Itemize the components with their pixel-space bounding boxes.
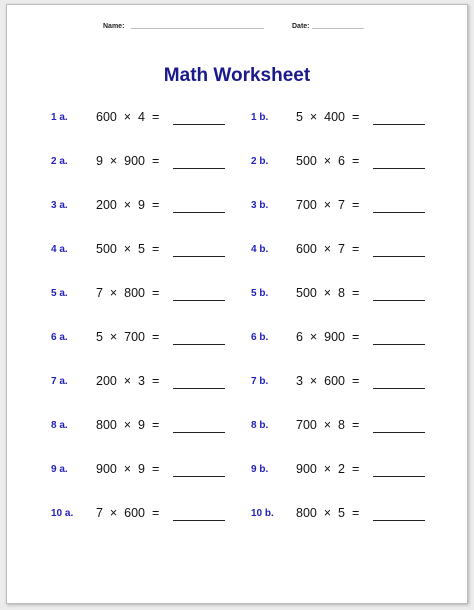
problem-expression: 900 × 2 = bbox=[296, 462, 360, 476]
problem-item bbox=[251, 242, 451, 286]
problem-item bbox=[251, 154, 451, 198]
problem-expression: 500 × 5 = bbox=[96, 242, 160, 256]
problem-item bbox=[251, 462, 451, 506]
date-blank: ______________ bbox=[312, 23, 364, 30]
problem-expression: 600 × 4 = bbox=[96, 110, 160, 124]
answer-line bbox=[173, 212, 225, 213]
problem-expression: 200 × 3 = bbox=[96, 374, 160, 388]
problem-number: 5 b. bbox=[251, 288, 269, 299]
answer-line bbox=[173, 344, 225, 345]
problem-item bbox=[251, 418, 451, 462]
problem-number: 4 b. bbox=[251, 244, 269, 255]
problem-item bbox=[51, 154, 251, 198]
problem-column-b bbox=[251, 110, 451, 550]
problem-expression: 700 × 8 = bbox=[296, 418, 360, 432]
problem-number: 4 a. bbox=[51, 244, 68, 255]
problem-item bbox=[51, 242, 251, 286]
problem-number: 8 a. bbox=[51, 420, 68, 431]
problem-number: 3 a. bbox=[51, 200, 68, 211]
problem-number: 1 a. bbox=[51, 112, 68, 123]
problem-expression: 7 × 800 = bbox=[96, 286, 160, 300]
worksheet-page bbox=[6, 4, 468, 604]
answer-line bbox=[373, 388, 425, 389]
problem-expression: 500 × 6 = bbox=[296, 154, 360, 168]
problem-item bbox=[51, 198, 251, 242]
problem-number: 6 b. bbox=[251, 332, 269, 343]
answer-line bbox=[373, 124, 425, 125]
problem-item bbox=[251, 110, 451, 154]
problem-expression: 700 × 7 = bbox=[296, 198, 360, 212]
answer-line bbox=[373, 256, 425, 257]
name-blank: ____________________________________ bbox=[131, 23, 264, 30]
problem-item bbox=[251, 374, 451, 418]
problem-expression: 6 × 900 = bbox=[296, 330, 360, 344]
problem-number: 5 a. bbox=[51, 288, 68, 299]
answer-line bbox=[173, 256, 225, 257]
problem-number: 10 a. bbox=[51, 508, 74, 519]
problem-item bbox=[51, 506, 251, 550]
name-label: Name: bbox=[103, 23, 125, 30]
problem-number: 7 a. bbox=[51, 376, 68, 387]
problem-item bbox=[51, 286, 251, 330]
problem-column-a bbox=[51, 110, 251, 550]
answer-line bbox=[373, 168, 425, 169]
problem-expression: 9 × 900 = bbox=[96, 154, 160, 168]
problem-item bbox=[51, 418, 251, 462]
answer-line bbox=[173, 476, 225, 477]
problem-expression: 600 × 7 = bbox=[296, 242, 360, 256]
answer-line bbox=[373, 344, 425, 345]
worksheet-title: Math Worksheet bbox=[163, 65, 311, 86]
problem-expression: 7 × 600 = bbox=[96, 506, 160, 520]
answer-line bbox=[173, 300, 225, 301]
problem-item bbox=[51, 462, 251, 506]
problem-item bbox=[251, 506, 451, 550]
problem-number: 8 b. bbox=[251, 420, 269, 431]
problem-item bbox=[51, 374, 251, 418]
answer-line bbox=[373, 432, 425, 433]
problem-expression: 200 × 9 = bbox=[96, 198, 160, 212]
problem-expression: 5 × 400 = bbox=[296, 110, 360, 124]
problem-item bbox=[251, 330, 451, 374]
answer-line bbox=[173, 388, 225, 389]
answer-line bbox=[373, 300, 425, 301]
problem-number: 1 b. bbox=[251, 112, 269, 123]
problem-expression: 500 × 8 = bbox=[296, 286, 360, 300]
problem-number: 2 b. bbox=[251, 156, 269, 167]
problem-item bbox=[51, 110, 251, 154]
problem-number: 6 a. bbox=[51, 332, 68, 343]
problem-number: 7 b. bbox=[251, 376, 269, 387]
problem-expression: 5 × 700 = bbox=[96, 330, 160, 344]
answer-line bbox=[173, 520, 225, 521]
answer-line bbox=[173, 168, 225, 169]
answer-line bbox=[173, 432, 225, 433]
answer-line bbox=[173, 124, 225, 125]
date-label: Date: bbox=[292, 23, 310, 30]
answer-line bbox=[373, 476, 425, 477]
problem-number: 9 a. bbox=[51, 464, 68, 475]
problem-expression: 900 × 9 = bbox=[96, 462, 160, 476]
problem-item bbox=[251, 286, 451, 330]
problem-expression: 800 × 5 = bbox=[296, 506, 360, 520]
problem-number: 10 b. bbox=[251, 508, 274, 519]
problem-expression: 3 × 600 = bbox=[296, 374, 360, 388]
problem-item bbox=[51, 330, 251, 374]
problem-number: 3 b. bbox=[251, 200, 269, 211]
answer-line bbox=[373, 520, 425, 521]
problem-expression: 800 × 9 = bbox=[96, 418, 160, 432]
problem-number: 2 a. bbox=[51, 156, 68, 167]
answer-line bbox=[373, 212, 425, 213]
problem-item bbox=[251, 198, 451, 242]
problem-number: 9 b. bbox=[251, 464, 269, 475]
